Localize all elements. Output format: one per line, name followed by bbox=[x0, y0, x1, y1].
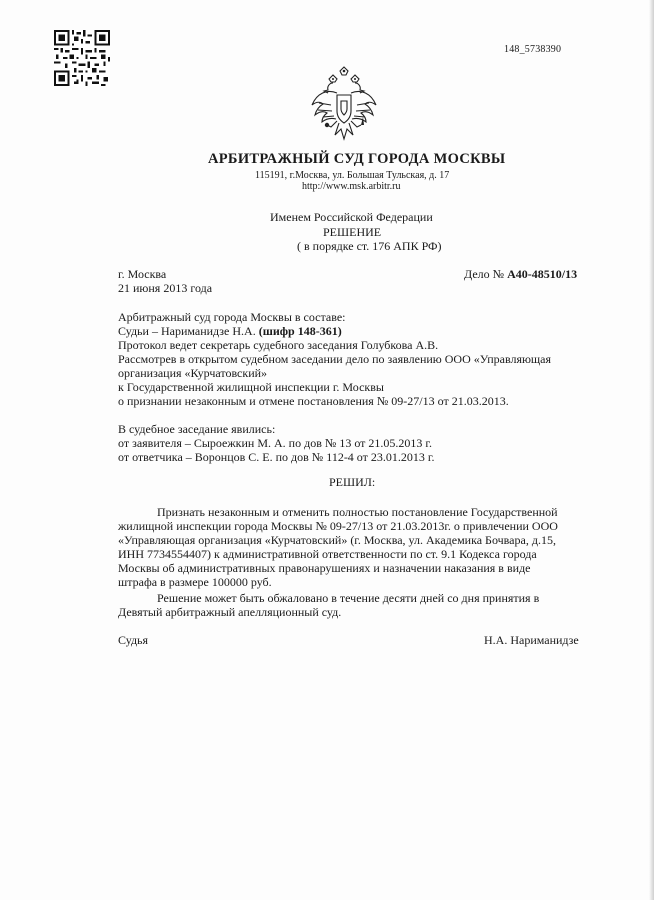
heading-procedure: ( в порядке ст. 176 АПК РФ) bbox=[297, 239, 442, 253]
applicant-line: организация «Курчатовский» bbox=[118, 366, 268, 380]
appeal-line: Девятый арбитражный апелляционный суд. bbox=[118, 605, 342, 619]
document-id: 148_5738390 bbox=[504, 44, 562, 55]
subject-line: о признании незаконным и отмене постановления № 09-27/13 от 21.03.2013. bbox=[118, 394, 509, 408]
decision-line: «Управляющая организация «Курчатовский» (г. Москва, ул. Академика Бочвара, д.15, bbox=[118, 533, 556, 547]
decision-line: Москвы об административных правонарушениях и назначении наказания в виде bbox=[118, 561, 531, 575]
case-review-line: Рассмотрев в открытом судебном заседании дело по заявлению ООО «Управляющая bbox=[118, 352, 552, 366]
case-number bbox=[464, 267, 577, 282]
court-website: http://www.msk.arbitr.ru bbox=[302, 181, 401, 192]
court-name: АРБИТРАЖНЫЙ СУД ГОРОДА МОСКВЫ bbox=[208, 151, 506, 167]
appeal-line: Решение может быть обжаловано в течение десяти дней со дня принятия в bbox=[157, 591, 540, 605]
composition-intro: Арбитражный суд города Москвы в составе: bbox=[118, 310, 346, 324]
respondent-representative: от ответчика – Воронцов С. Е. по дов № 112-4 от 23.01.2013 г. bbox=[118, 450, 435, 464]
decision-line: штрафа в размере 100000 руб. bbox=[118, 575, 272, 589]
judge-name: Судьи – Нариманидзе Н.А. bbox=[118, 324, 259, 338]
signature-name: Н.А. Нариманидзе bbox=[484, 633, 579, 647]
signature-label: Судья bbox=[118, 633, 149, 647]
page-edge-shadow bbox=[649, 0, 654, 900]
qr-code-icon bbox=[54, 30, 110, 86]
respondent-line: к Государственной жилищной инспекции г. Москвы bbox=[118, 380, 384, 394]
court-address: 115191, г.Москва, ул. Большая Тульская, д. 17 bbox=[255, 170, 450, 181]
decision-line: ИНН 7734554407) к административной ответственности по ст. 9.1 Кодекса города bbox=[118, 547, 537, 561]
judge-line bbox=[118, 324, 342, 339]
decision-date: 21 июня 2013 года bbox=[118, 281, 213, 295]
attendance-intro: В судебное заседание явились: bbox=[118, 422, 276, 436]
heading-federation: Именем Российской Федерации bbox=[270, 210, 433, 224]
decision-line: Признать незаконным и отменить полностью постановление Государственной bbox=[157, 505, 558, 519]
decided-label: РЕШИЛ: bbox=[329, 475, 376, 489]
coat-of-arms-icon bbox=[309, 65, 379, 143]
applicant-representative: от заявителя – Сыроежкин М. А. по дов № 13 от 21.05.2013 г. bbox=[118, 436, 432, 450]
decision-line: жилищной инспекции города Москвы № 09-27/13 от 21.03.2013г. о привлечении ООО bbox=[118, 519, 558, 533]
case-number-prefix: Дело № bbox=[464, 267, 508, 281]
case-number-value: А40-48510/13 bbox=[507, 267, 578, 281]
secretary-line: Протокол ведет секретарь судебного заседания Голубкова А.В. bbox=[118, 338, 439, 352]
city: г. Москва bbox=[118, 267, 167, 281]
judge-code: (шифр 148-361) bbox=[258, 324, 342, 338]
heading-decision: РЕШЕНИЕ bbox=[323, 225, 382, 239]
